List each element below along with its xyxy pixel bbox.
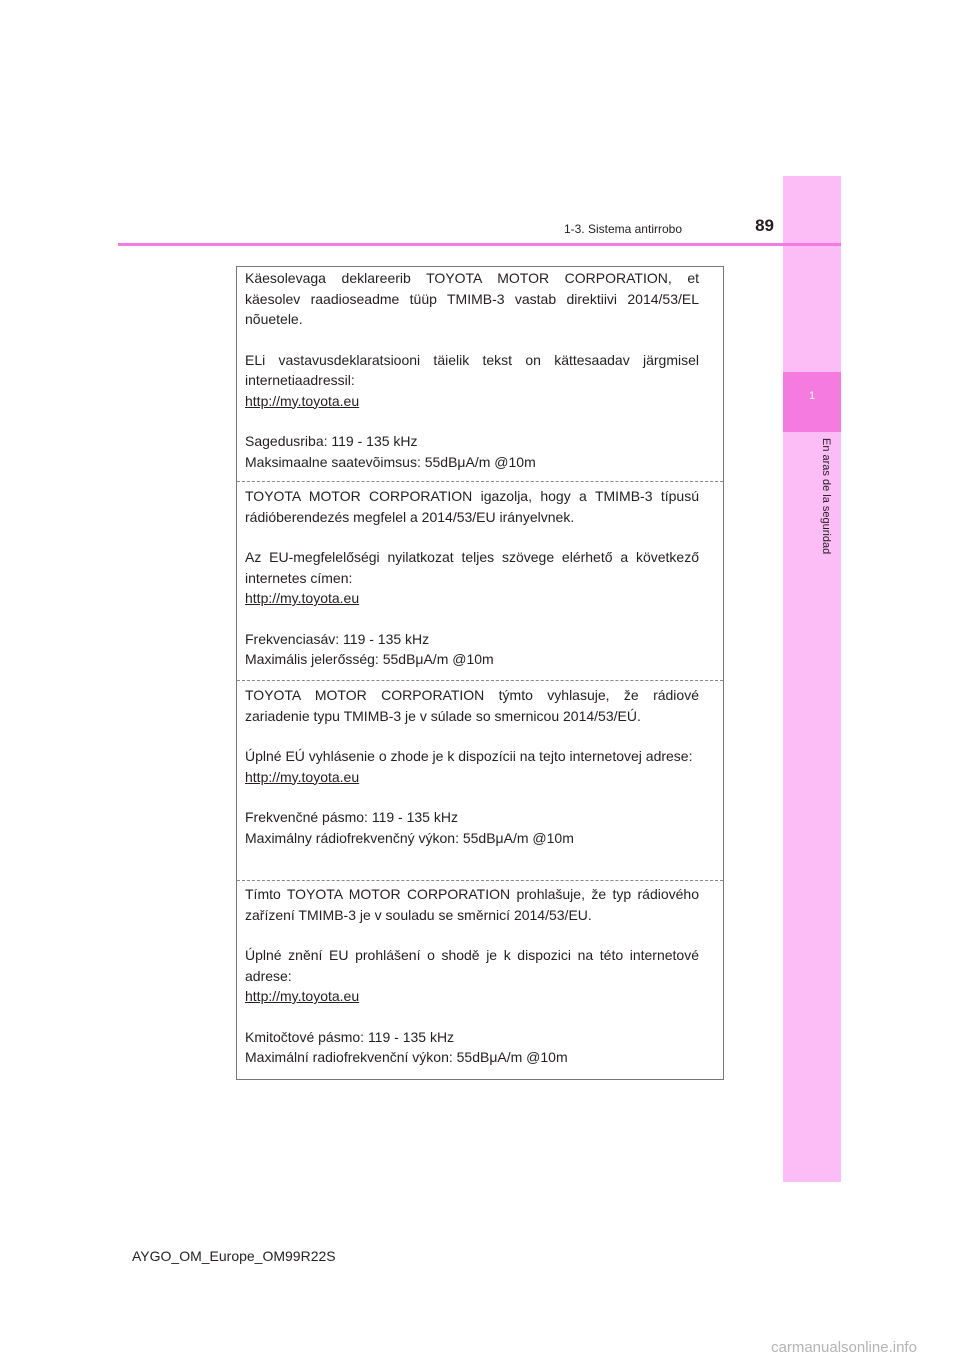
watermark: carmanualsonline.info [771, 1339, 917, 1356]
block-divider [237, 880, 723, 881]
block-divider [237, 481, 723, 482]
frequency-text: Kmitočtové pásmo: 119 - 135 kHz [245, 1028, 455, 1045]
section-title: 1-3. Sistema antirrobo [563, 222, 682, 236]
chapter-side-tab-active [783, 372, 841, 432]
frequency-text: Frekvenciasáv: 119 - 135 kHz [245, 630, 430, 647]
declaration-box [236, 266, 724, 1080]
website-link[interactable]: http://my.toyota.eu [245, 988, 360, 1004]
availability-text: Úplné znění EU prohlášení o shodě je k dispozici na této internetové adrese: [245, 947, 699, 984]
website-link[interactable]: http://my.toyota.eu [245, 590, 360, 606]
frequency-text: Sagedusriba: 119 - 135 kHz [245, 433, 418, 449]
declaration-block-czech [237, 884, 723, 1068]
availability-text: Úplné EÚ vyhlásenie o zhode je k dispozícii na tejto internetovej adrese: [245, 748, 693, 764]
header-rule [118, 243, 841, 246]
power-text: Maksimaalne saatevõimsus: 55dBμA/m @10m [245, 453, 536, 470]
chapter-label: En aras de la seguridad [820, 438, 832, 555]
power-text: Maximální radiofrekvenční výkon: 55dBμA/m @10m [245, 1049, 568, 1065]
availability-text: Az EU-megfelelőségi nyilatkozat teljes szövege elérhető a következő internetes címen: [245, 549, 699, 586]
declaration-text: TOYOTA MOTOR CORPORATION týmto vyhlasuje, že rádiové zariadenie typu TMIMB-3 je v súlade so smernicou 2014/53/EÚ. [245, 687, 699, 724]
declaration-block-slovak [237, 685, 723, 848]
frequency-text: Frekvenčné pásmo: 119 - 135 kHz [245, 809, 458, 825]
power-text: Maximális jelerősség: 55dBμA/m @10m [245, 651, 494, 667]
website-link[interactable]: http://my.toyota.eu [245, 768, 360, 785]
chapter-number: 1 [808, 390, 816, 402]
block-divider [237, 680, 723, 681]
page-number: 89 [755, 216, 774, 235]
declaration-block-estonian [237, 268, 723, 472]
declaration-text: Tímto TOYOTA MOTOR CORPORATION prohlašuje, že typ rádiového zařízení TMIMB-3 je v souladu se směrnicí 2014/53/EU. [245, 886, 699, 923]
chapter-side-tab [783, 176, 841, 1182]
declaration-text: Käesolevaga deklareerib TOYOTA MOTOR CORPORATION, et käesolev raadioseadme tüüp TMIMB-3 vastab direktiivi 2014/53/EL nõuetele. [245, 270, 699, 327]
declaration-text: TOYOTA MOTOR CORPORATION igazolja, hogy a TMIMB-3 típusú rádióberendezés megfelel a 2014/53/EU irányelvnek. [245, 488, 699, 525]
availability-text: ELi vastavusdeklaratsiooni täielik tekst on kättesaadav järgmisel internetiaadressil: [245, 351, 699, 388]
website-link[interactable]: http://my.toyota.eu [245, 392, 360, 409]
document-code: AYGO_OM_Europe_OM99R22S [132, 1248, 336, 1264]
declaration-block-hungarian [237, 486, 723, 670]
power-text: Maximálny rádiofrekvenčný výkon: 55dBμA/m @10m [245, 829, 574, 846]
